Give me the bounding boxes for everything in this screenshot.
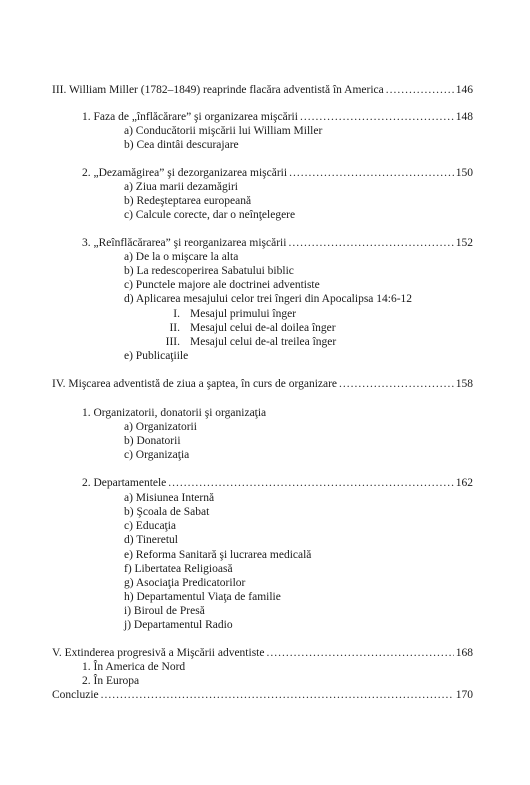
toc-subentry: e) Publicaţiile [124, 350, 189, 362]
toc-subentry: b) Cea dintâi descurajare [124, 139, 239, 151]
toc-entry-4-1: 1. Organizatorii, donatorii şi organizaţia [82, 407, 267, 419]
toc-entry-title: IV. Mişcarea adventistă de ziua a şaptea, în curs de organizare [52, 378, 338, 390]
toc-entry-5-2: 2. În Europa [82, 675, 140, 687]
toc-entry-section-4 [52, 377, 473, 391]
toc-subentry: i) Biroul de Presă [124, 605, 205, 617]
toc-entry-title: III. William Miller (1782–1849) reaprinde flacăra adventistă în America [52, 84, 384, 96]
dot-leader [168, 476, 453, 490]
toc-subentry: d) Tineretul [124, 534, 178, 546]
toc-entry-section-3 [52, 83, 473, 97]
toc-entry-3-3 [82, 236, 473, 250]
toc-subentry: a) De la o mişcare la alta [124, 251, 239, 263]
dot-leader [288, 236, 453, 250]
dot-leader [289, 166, 454, 180]
toc-subsubentry [150, 321, 336, 335]
dot-leader [266, 646, 453, 660]
toc-subentry: a) Ziua marii dezamăgiri [124, 181, 238, 193]
toc-entry-conclusion [52, 688, 473, 702]
toc-entry-3-2 [82, 166, 473, 180]
toc-entry-5-1: 1. În America de Nord [82, 661, 186, 673]
toc-page-number: 146 [455, 84, 473, 96]
toc-subsubentry-text: Mesajul primului înger [190, 308, 297, 320]
toc-subentry: b) Redeşteptarea europeană [124, 195, 252, 207]
toc-page-number: 162 [455, 477, 473, 489]
toc-subsubentry-text: Mesajul celui de-al doilea înger [190, 322, 336, 334]
toc-page-number: 168 [455, 647, 473, 659]
toc-entry-title: 2. Departamentele [82, 477, 167, 489]
toc-entry-title: Concluzie [52, 689, 99, 701]
toc-page-number: 150 [455, 167, 473, 179]
toc-subentry: h) Departamentul Viaţa de familie [124, 591, 281, 603]
dot-leader [101, 688, 454, 702]
toc-entry-title: 1. Faza de „înflăcărare” şi organizarea mişcării [82, 111, 298, 123]
toc-subsubentry-text: Mesajul celui de-al treilea înger [190, 336, 337, 348]
toc-entry-title: 3. „Reînflăcărarea” şi reorganizarea mişcării [82, 237, 287, 249]
toc-subentry: d) Aplicarea mesajului celor trei îngeri din Apocalipsa 14:6-12 [124, 293, 413, 305]
toc-subentry: b) Şcoala de Sabat [124, 506, 210, 518]
toc-subentry: a) Misiunea Internă [124, 492, 215, 504]
dot-leader [339, 377, 454, 391]
toc-subentry: f) Libertatea Religioasă [124, 563, 233, 575]
roman-numeral: II. [169, 322, 180, 334]
roman-numeral: I. [173, 308, 180, 320]
toc-subsubentry [150, 307, 296, 321]
toc-entry-4-2 [82, 476, 473, 490]
toc-page-number: 170 [455, 689, 473, 701]
dot-leader [386, 83, 454, 97]
toc-entry-title: V. Extinderea progresivă a Mişcării adventiste [52, 647, 265, 659]
toc-entry-3-1 [82, 110, 473, 124]
toc-subentry: c) Punctele majore ale doctrinei adventiste [124, 279, 320, 291]
toc-subentry: e) Reforma Sanitară şi lucrarea medicală [124, 549, 312, 561]
toc-subentry: b) Donatorii [124, 435, 181, 447]
toc-subentry: g) Asociaţia Predicatorilor [124, 577, 246, 589]
toc-page-number: 158 [455, 378, 473, 390]
toc-entry-section-5 [52, 646, 473, 660]
toc-subentry: c) Calcule corecte, dar o neînţelegere [124, 209, 296, 221]
toc-subentry: j) Departamentul Radio [124, 619, 233, 631]
roman-numeral: III. [165, 336, 180, 348]
toc-page-number: 152 [455, 237, 473, 249]
toc-entry-title: 2. „Dezamăgirea” şi dezorganizarea mişcării [82, 167, 288, 179]
toc-subentry: b) La redescoperirea Sabatului biblic [124, 265, 294, 277]
toc-subentry: c) Educaţia [124, 520, 177, 532]
toc-subentry: a) Organizatorii [124, 421, 197, 433]
toc-subentry: c) Organizaţia [124, 449, 190, 461]
toc-page-number: 148 [455, 111, 473, 123]
dot-leader [300, 110, 454, 124]
toc-subentry: a) Conducătorii mişcării lui William Miller [124, 125, 323, 137]
toc-subsubentry [150, 335, 336, 349]
